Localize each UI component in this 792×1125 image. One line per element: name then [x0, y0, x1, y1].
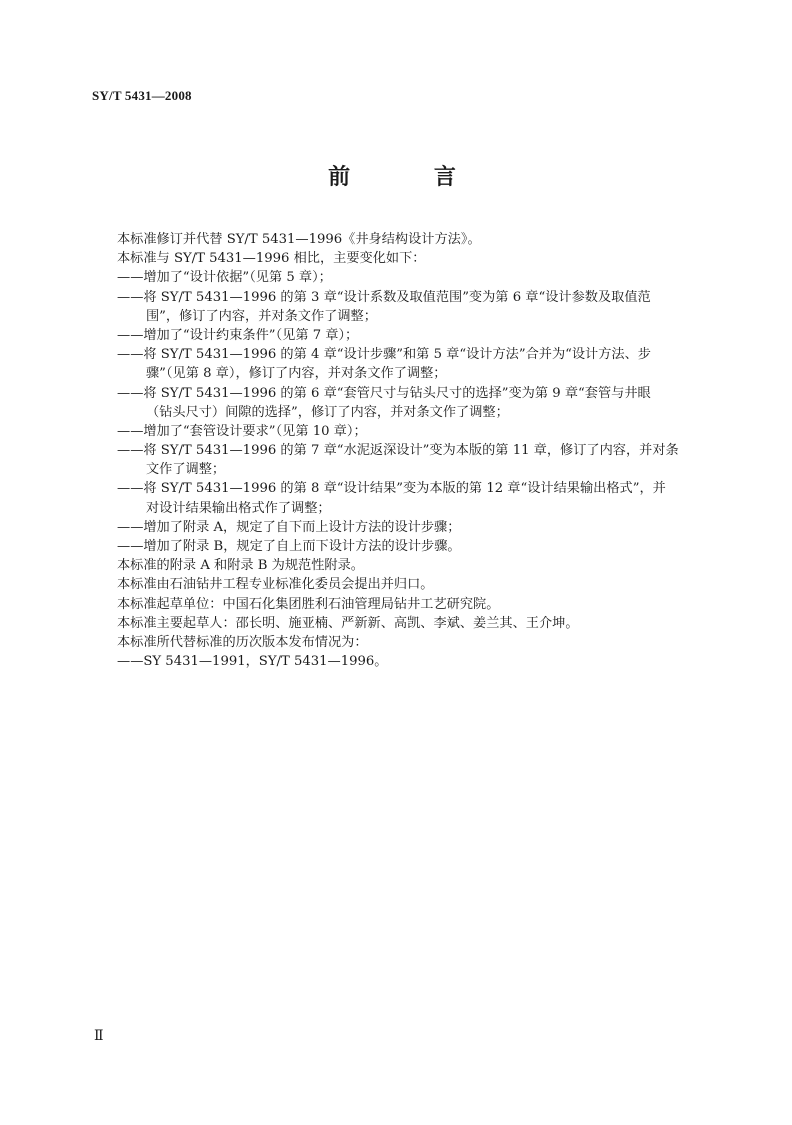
change-item-continuation: 骤”（见第 8 章），修订了内容，并对条文作了调整； [146, 366, 447, 382]
change-item-continuation: 对设计结果输出格式作了调整； [146, 500, 331, 516]
paragraph-proposer: 本标准由石油钻井工程专业标准化委员会提出并归口。 [117, 577, 434, 593]
change-item: ——将 SY/T 5431—1996 的第 4 章“设计步骤”和第 5 章“设计方法”合并为“设计方法、步 [117, 347, 651, 363]
change-item: ——将 SY/T 5431—1996 的第 3 章“设计系数及取值范围”变为第 6 章“设计参数及取值范 [117, 289, 651, 305]
paragraph-drafting-unit: 本标准起草单位：中国石化集团胜利石油管理局钻井工艺研究院。 [117, 596, 500, 612]
change-item-continuation: （钻头尺寸）间隙的选择”，修订了内容，并对条文作了调整； [146, 404, 509, 420]
paragraph-replaces: 本标准修订并代替 SY/T 5431—1996《井身结构设计方法》。 [117, 232, 481, 247]
change-item: ——将 SY/T 5431—1996 的第 7 章“水泥返深设计”变为本版的第 11 章，修订了内容，并对条 [117, 443, 679, 459]
page-number: Ⅱ [94, 1029, 104, 1044]
change-item-continuation: 文作了调整； [146, 462, 226, 478]
change-item: ——增加了附录 A，规定了自下而上设计方法的设计步骤； [117, 519, 461, 535]
paragraph-history-intro: 本标准所代替标准的历次版本发布情况为： [117, 634, 368, 650]
change-item-continuation: 围”，修订了内容，并对条文作了调整； [146, 308, 377, 324]
change-item: ——将 SY/T 5431—1996 的第 6 章“套管尺寸与钻头尺寸的选择”变为第 9 章“套管与井眼 [117, 385, 651, 401]
standard-code-header: SY/T 5431—2008 [92, 88, 192, 103]
paragraph-annexes: 本标准的附录 A 和附录 B 为规范性附录。 [117, 558, 364, 574]
change-item: ——增加了附录 B，规定了自上而下设计方法的设计步骤。 [117, 539, 461, 554]
change-item: ——增加了“设计依据”（见第 5 章）； [117, 270, 332, 286]
change-item: ——增加了“设计约束条件”（见第 7 章）； [117, 327, 359, 343]
paragraph-changes-intro: 本标准与 SY/T 5431—1996 相比，主要变化如下： [117, 251, 426, 267]
paragraph-drafters: 本标准主要起草人：邵长明、施亚楠、严新新、高凯、李斌、姜兰其、王介坤。 [117, 615, 579, 631]
change-item: ——增加了“套管设计要求”（见第 10 章）； [117, 423, 367, 439]
foreword-body [117, 230, 712, 671]
page-title: 前 言 [328, 165, 494, 190]
change-item: ——将 SY/T 5431—1996 的第 8 章“设计结果”变为本版的第 12 章“设计结果输出格式”，并 [117, 481, 666, 497]
history-item: ——SY 5431—1991，SY/T 5431—1996。 [117, 654, 388, 670]
